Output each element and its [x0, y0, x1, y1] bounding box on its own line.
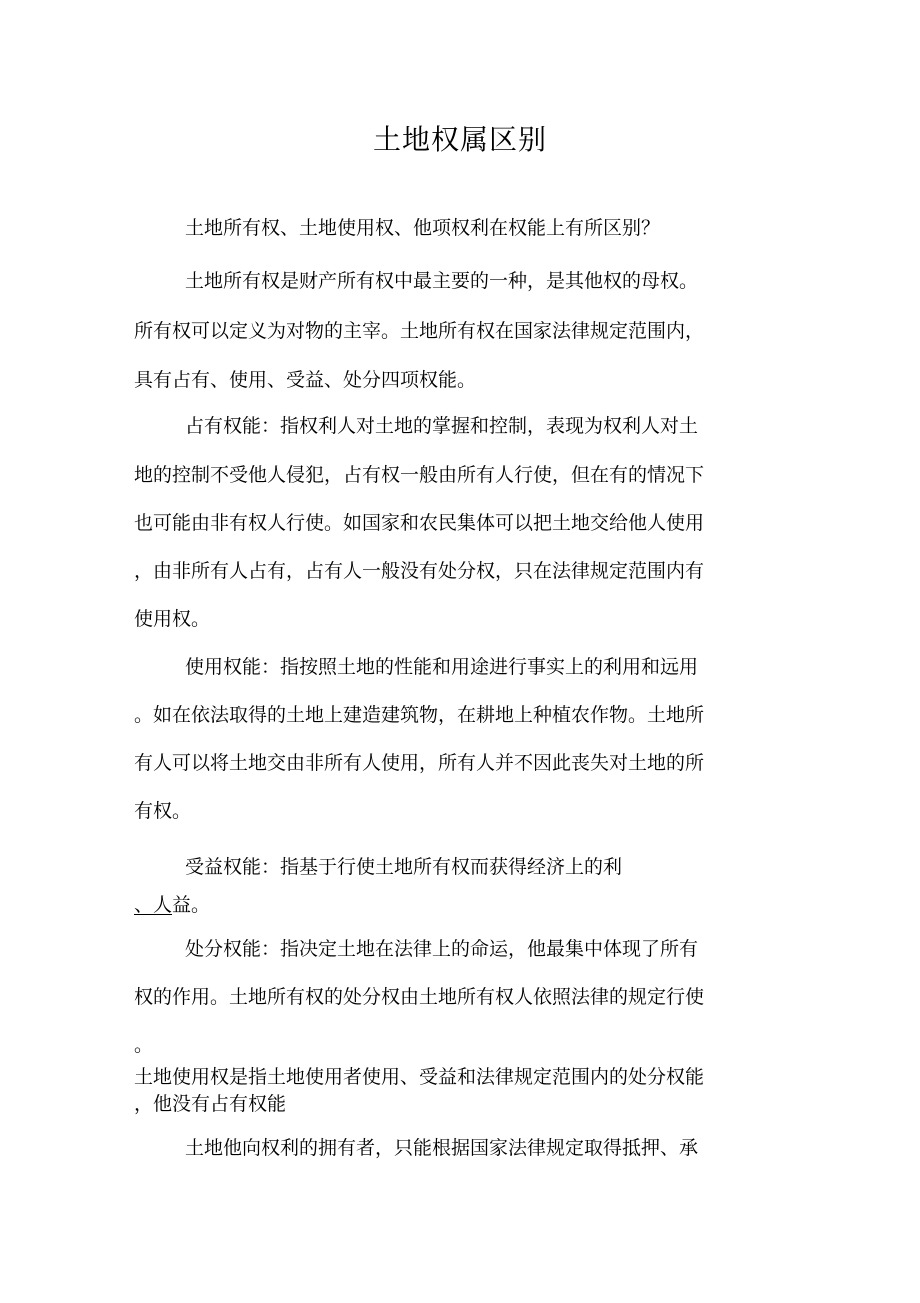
paragraph-line: 具有占有、使用、受益、处分四项权能。 [134, 369, 477, 391]
paragraph-line: 地的控制不受他人侵犯，占有权一般由所有人行使，但在有的情况下 [134, 464, 705, 486]
paragraph-line: 有权。 [134, 800, 192, 822]
paragraph-line: 所有权可以定义为对物的主宰。土地所有权在国家法律规定范围内， [134, 320, 705, 342]
paragraph-line: 土地使用权是指土地使用者使用、受益和法律规定范围内的处分权能 [134, 1066, 705, 1088]
paragraph-text: 益。 [172, 894, 211, 916]
paragraph-line: 。 [134, 1034, 154, 1056]
paragraph-line: 。如在依法取得的土地上建造建筑物，在耕地上种植农作物。土地所 [134, 704, 705, 726]
paragraph-line: 权的作用。土地所有权的处分权由土地所有权人依照法律的规定行使 [134, 986, 705, 1008]
paragraph-line: 受益权能：指基于行使土地所有权而获得经济上的利 [185, 856, 623, 878]
paragraph-line: 土地他向权利的拥有者，只能根据国家法律规定取得抵押、承 [185, 1137, 699, 1159]
paragraph-line: 使用权能：指按照土地的性能和用途进行事实上的利用和远用 [185, 656, 699, 678]
paragraph-line: 土地所有权是财产所有权中最主要的一种，是其他权的母权。 [185, 270, 699, 292]
paragraph-line: ，他没有占有权能 [134, 1093, 287, 1115]
underlined-text: 、人 [134, 894, 173, 916]
paragraph-line: ，由非所有人占有，占有人一般没有处分权，只在法律规定范围内有 [134, 560, 705, 582]
paragraph-line: 有人可以将土地交由非所有人使用，所有人并不因此丧失对土地的所 [134, 752, 705, 774]
paragraph-line: 也可能由非有权人行使。如国家和农民集体可以把土地交给他人使用 [134, 512, 705, 534]
paragraph-line [134, 890, 210, 920]
paragraph-line: 处分权能：指决定土地在法律上的命运，他最集中体现了所有 [185, 938, 699, 960]
question-line: 土地所有权、土地使用权、他项权利在权能上有所区别？ [185, 217, 661, 239]
document-title: 土地权属区别 [372, 123, 547, 156]
paragraph-line: 占有权能：指权利人对土地的掌握和控制，表现为权利人对土 [185, 415, 699, 437]
paragraph-line: 使用权。 [134, 608, 211, 630]
